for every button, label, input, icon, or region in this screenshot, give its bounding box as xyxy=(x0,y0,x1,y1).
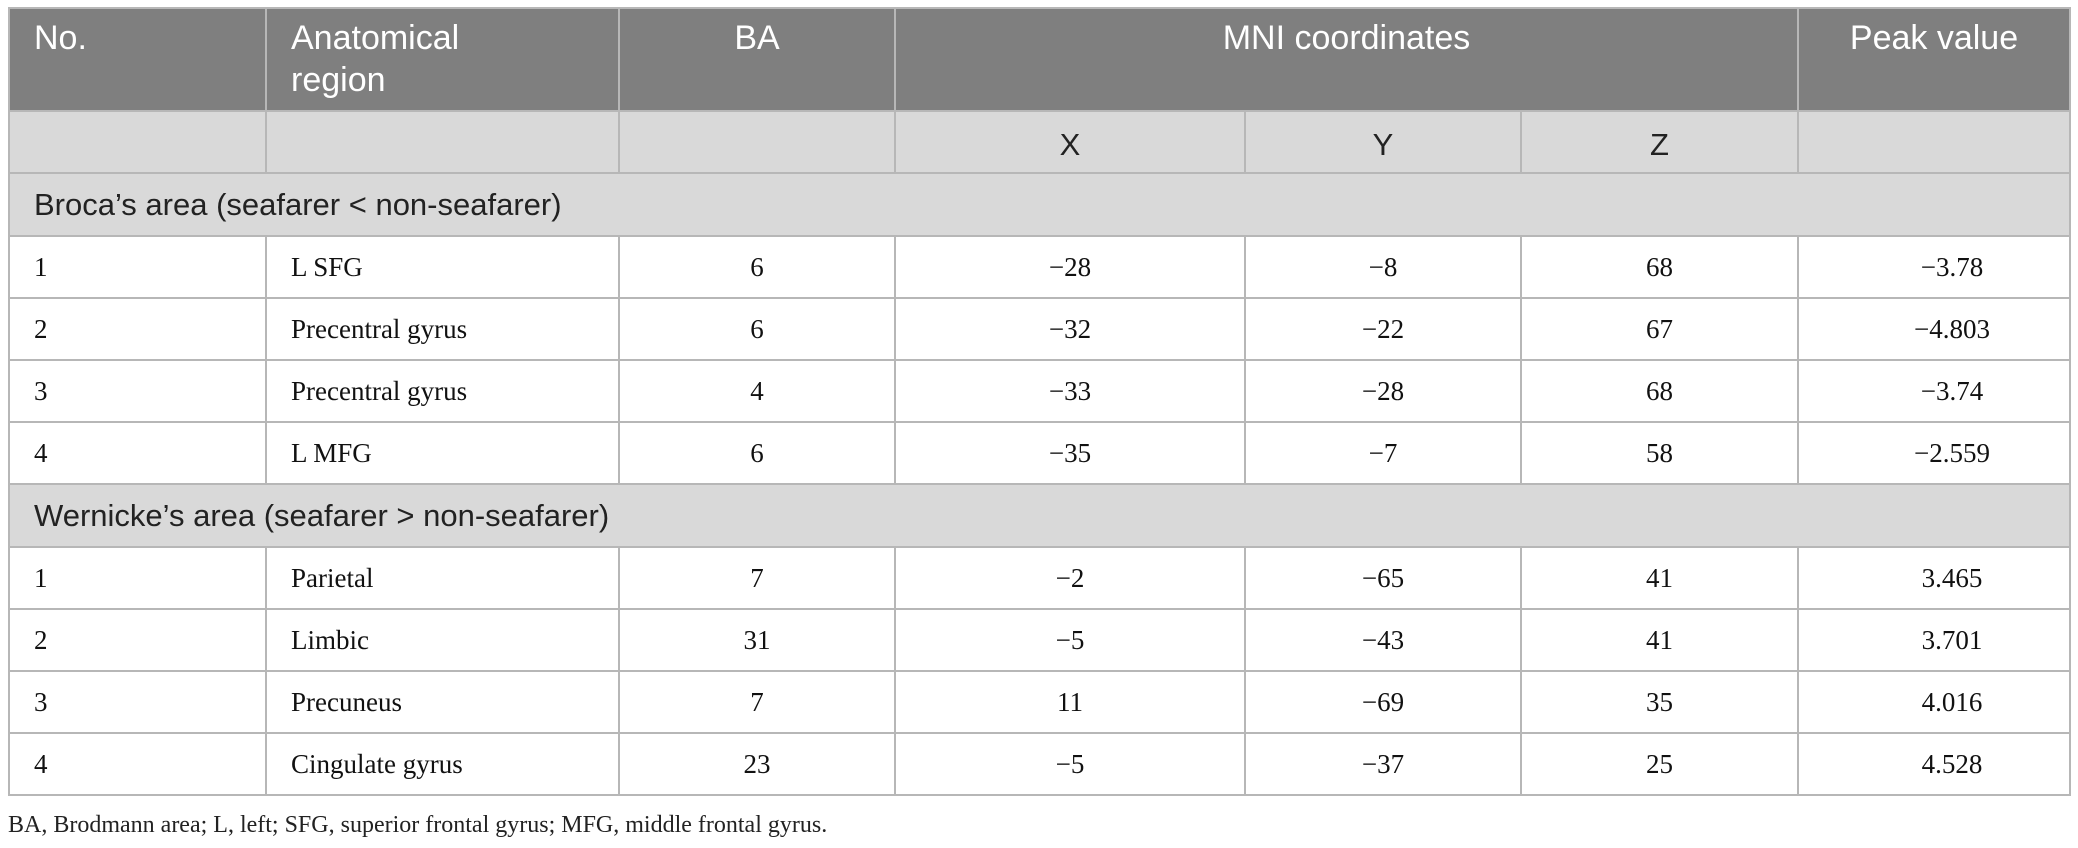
header-ba: BA xyxy=(619,8,895,111)
cell-y: −65 xyxy=(1245,547,1521,609)
section-row-wernicke xyxy=(9,484,2070,547)
subheader-empty-peak xyxy=(1798,111,2070,173)
cell-region: L SFG xyxy=(266,236,619,298)
cell-x: 11 xyxy=(895,671,1245,733)
cell-region: Precentral gyrus xyxy=(266,360,619,422)
cell-z: 68 xyxy=(1521,360,1798,422)
cell-peak: −2.559 xyxy=(1798,422,2070,484)
cell-ba: 6 xyxy=(619,422,895,484)
subheader-empty-no xyxy=(9,111,266,173)
mni-results-table xyxy=(8,7,2071,796)
cell-ba: 7 xyxy=(619,547,895,609)
section-title: Broca’s area (seafarer < non-seafarer) xyxy=(9,173,2070,236)
cell-x: −5 xyxy=(895,609,1245,671)
cell-no: 3 xyxy=(9,360,266,422)
table-row xyxy=(9,609,2070,671)
cell-peak: 3.701 xyxy=(1798,609,2070,671)
cell-x: −32 xyxy=(895,298,1245,360)
cell-no: 3 xyxy=(9,671,266,733)
cell-y: −22 xyxy=(1245,298,1521,360)
subheader-empty-region xyxy=(266,111,619,173)
cell-x: −35 xyxy=(895,422,1245,484)
cell-z: 41 xyxy=(1521,609,1798,671)
cell-ba: 6 xyxy=(619,236,895,298)
header-anatomical-region-label: Anatomical region xyxy=(291,19,460,99)
cell-z: 58 xyxy=(1521,422,1798,484)
header-peak-value: Peak value xyxy=(1798,8,2070,111)
cell-peak: 3.465 xyxy=(1798,547,2070,609)
table-row xyxy=(9,360,2070,422)
cell-peak: −3.78 xyxy=(1798,236,2070,298)
cell-y: −7 xyxy=(1245,422,1521,484)
cell-y: −28 xyxy=(1245,360,1521,422)
cell-x: −33 xyxy=(895,360,1245,422)
cell-ba: 7 xyxy=(619,671,895,733)
section-row-broca xyxy=(9,173,2070,236)
table-row xyxy=(9,422,2070,484)
cell-no: 2 xyxy=(9,298,266,360)
cell-y: −69 xyxy=(1245,671,1521,733)
header-mni-coordinates: MNI coordinates xyxy=(895,8,1798,111)
cell-region: Precentral gyrus xyxy=(266,298,619,360)
cell-ba: 31 xyxy=(619,609,895,671)
table-footnote: BA, Brodmann area; L, left; SFG, superior frontal gyrus; MFG, middle frontal gyrus. xyxy=(8,812,828,838)
cell-peak: −4.803 xyxy=(1798,298,2070,360)
cell-x: −5 xyxy=(895,733,1245,795)
table-row xyxy=(9,671,2070,733)
cell-region: Cingulate gyrus xyxy=(266,733,619,795)
cell-no: 1 xyxy=(9,547,266,609)
table-row xyxy=(9,298,2070,360)
cell-ba: 6 xyxy=(619,298,895,360)
cell-x: −2 xyxy=(895,547,1245,609)
subheader-y: Y xyxy=(1245,111,1521,173)
cell-y: −37 xyxy=(1245,733,1521,795)
cell-peak: 4.528 xyxy=(1798,733,2070,795)
cell-no: 1 xyxy=(9,236,266,298)
cell-no: 4 xyxy=(9,422,266,484)
cell-no: 4 xyxy=(9,733,266,795)
cell-region: Limbic xyxy=(266,609,619,671)
subheader-z: Z xyxy=(1521,111,1798,173)
table-row xyxy=(9,236,2070,298)
cell-ba: 23 xyxy=(619,733,895,795)
cell-z: 25 xyxy=(1521,733,1798,795)
header-anatomical-region xyxy=(266,8,619,111)
cell-z: 41 xyxy=(1521,547,1798,609)
cell-peak: 4.016 xyxy=(1798,671,2070,733)
table-row xyxy=(9,733,2070,795)
cell-y: −8 xyxy=(1245,236,1521,298)
cell-region: Precuneus xyxy=(266,671,619,733)
cell-z: 67 xyxy=(1521,298,1798,360)
cell-peak: −3.74 xyxy=(1798,360,2070,422)
cell-y: −43 xyxy=(1245,609,1521,671)
header-no: No. xyxy=(9,8,266,111)
cell-z: 68 xyxy=(1521,236,1798,298)
header-row xyxy=(9,8,2070,111)
cell-region: Parietal xyxy=(266,547,619,609)
subheader-row xyxy=(9,111,2070,173)
results-table-container xyxy=(8,7,2069,796)
cell-z: 35 xyxy=(1521,671,1798,733)
cell-x: −28 xyxy=(895,236,1245,298)
cell-region: L MFG xyxy=(266,422,619,484)
cell-no: 2 xyxy=(9,609,266,671)
subheader-x: X xyxy=(895,111,1245,173)
subheader-empty-ba xyxy=(619,111,895,173)
section-title: Wernicke’s area (seafarer > non-seafarer) xyxy=(9,484,2070,547)
table-row xyxy=(9,547,2070,609)
cell-ba: 4 xyxy=(619,360,895,422)
